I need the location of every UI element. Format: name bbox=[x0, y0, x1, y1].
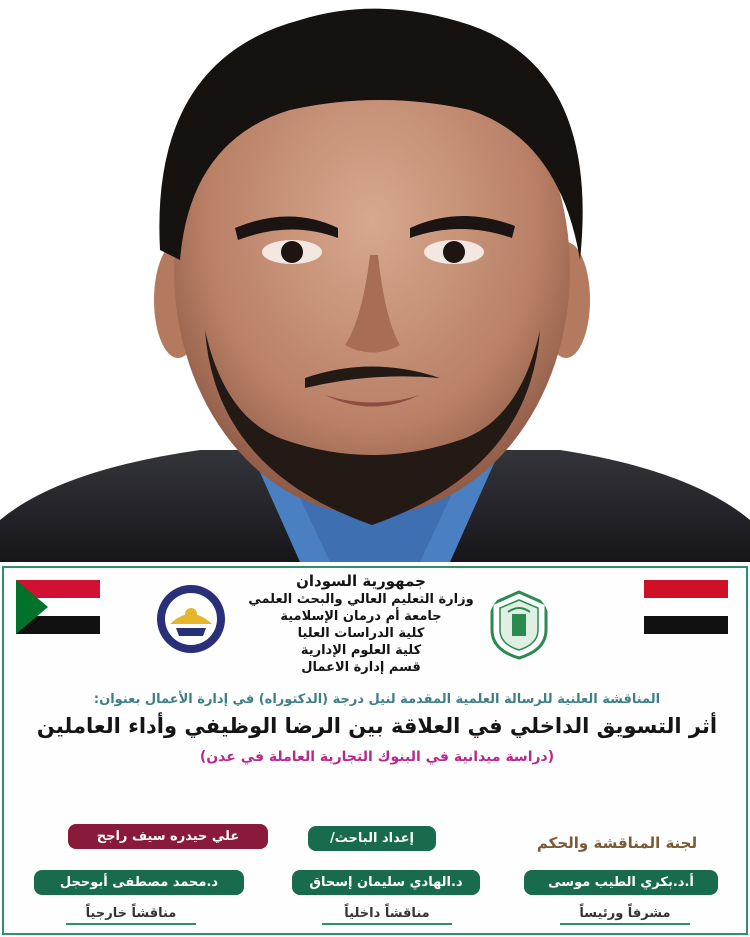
committee-heading: لجنة المناقشة والحكم bbox=[536, 834, 698, 852]
committee-member-2-name: د.الهادي سليمان إسحاق bbox=[292, 870, 480, 895]
committee-member-3-name: د.محمد مصطفى أبوحجل bbox=[34, 870, 244, 895]
yemen-flag-icon bbox=[644, 580, 728, 634]
header-line-6: قسم إدارة الاعمال bbox=[301, 660, 421, 675]
defense-poster bbox=[2, 566, 748, 935]
committee-member-1-role: مشرفاً ورئيساً bbox=[560, 906, 690, 925]
intro-text: المناقشة العلنية للرسالة العلمية المقدمة لنيل درجة (الدكتوراه) في إدارة الأعمال بعنوان: bbox=[93, 692, 661, 707]
institution-header bbox=[236, 572, 486, 676]
thesis-title: أثر التسويق الداخلي في العلاقة بين الرضا الوظيفي وأداء العاملين bbox=[36, 714, 718, 738]
thesis-subtitle: (دراسة ميدانية في البنوك التجارية العاملة في عدن) bbox=[199, 749, 555, 765]
header-line-4: كلية الدراسات العليا bbox=[297, 626, 425, 641]
header-line-5: كلية العلوم الإدارية bbox=[300, 643, 422, 658]
header-line-1: جمهورية السودان bbox=[296, 572, 426, 590]
researcher-label-badge: إعداد الباحث/ bbox=[308, 826, 436, 851]
researcher-name-badge: علي حيدره سيف راجح bbox=[68, 824, 268, 849]
header-line-2: وزارة التعليم العالي والبحث العلمي bbox=[248, 592, 474, 607]
faculty-logo-icon bbox=[488, 590, 550, 660]
university-logo-icon bbox=[156, 584, 226, 654]
committee-member-1-name: أ.د.بكري الطيب موسى bbox=[524, 870, 718, 895]
committee-member-3-role: مناقشاً خارجياً bbox=[66, 906, 196, 925]
sudan-flag-icon bbox=[16, 580, 100, 634]
committee-member-2-role: مناقشاً داخلياً bbox=[322, 906, 452, 925]
header-line-3: جامعة أم درمان الإسلامية bbox=[280, 609, 442, 624]
